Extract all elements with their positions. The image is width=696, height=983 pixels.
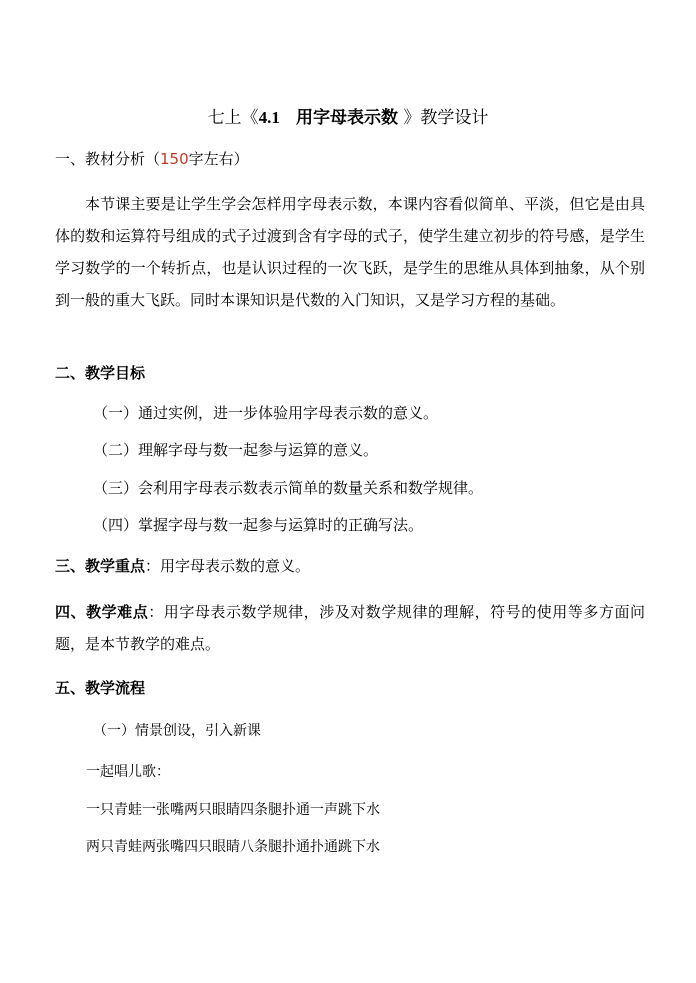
goal-item: （一）通过实例，进一步体验用字母表示数的意义。: [93, 404, 439, 422]
goal-item: （四）掌握字母与数一起参与运算时的正确写法。: [93, 516, 424, 534]
goal-item: （三）会利用字母表示数表示简单的数量关系和数学规律。: [93, 479, 484, 497]
song-line: 两只青蛙两张嘴四只眼睛八条腿扑通扑通跳下水: [86, 839, 380, 855]
section1-heading-text: 一、教材分析（: [55, 150, 161, 168]
goal-item: （二）理解字母与数一起参与运算的意义。: [93, 441, 379, 459]
flow-step: （一）情景创设，引入新课: [93, 723, 261, 739]
title-suffix: 》教学设计: [403, 108, 489, 128]
section-key-point: [55, 555, 645, 577]
section4-text: ：用字母表示数学规律，涉及对数学规律的理解，符号的使用等多方面问题，是本节教学的难点。: [55, 603, 645, 653]
song-line: 一只青蛙一张嘴两只眼睛四条腿扑通一声跳下水: [86, 802, 380, 818]
section1-body: 本节课主要是让学生学会怎样用字母表示数，本课内容看似简单、平淡，但它是由具体的数和运算符号组成的式子过渡到含有字母的式子，使学生建立初步的符号感，是学生学习数学的一个转折点，也是认识过程的一次飞跃，是学生的思维从具体到抽象，从个别到一般的重大飞跃。同时本课知识是代数的入门知识，又是学习方程的基础。: [55, 195, 645, 309]
flow-intro: 一起唱儿歌：: [86, 764, 170, 780]
section1-heading-count: 150: [160, 150, 189, 168]
section-difficulty: [55, 596, 645, 660]
section4-heading: 四、教学难点: [55, 603, 149, 621]
section1-heading-tail: 字左右）: [188, 150, 249, 168]
section-heading-materials: [55, 148, 249, 170]
section-heading-goals: 二、教学目标: [55, 364, 146, 382]
document-title: [0, 106, 696, 130]
title-prefix: 七上《: [207, 108, 259, 128]
section3-heading: 三、教学重点: [55, 557, 146, 575]
title-number: 4.1: [258, 108, 280, 127]
section3-text: ：用字母表示数的意义。: [145, 557, 311, 575]
title-topic: 用字母表示数: [296, 108, 399, 128]
section-heading-flow: 五、教学流程: [55, 679, 146, 697]
